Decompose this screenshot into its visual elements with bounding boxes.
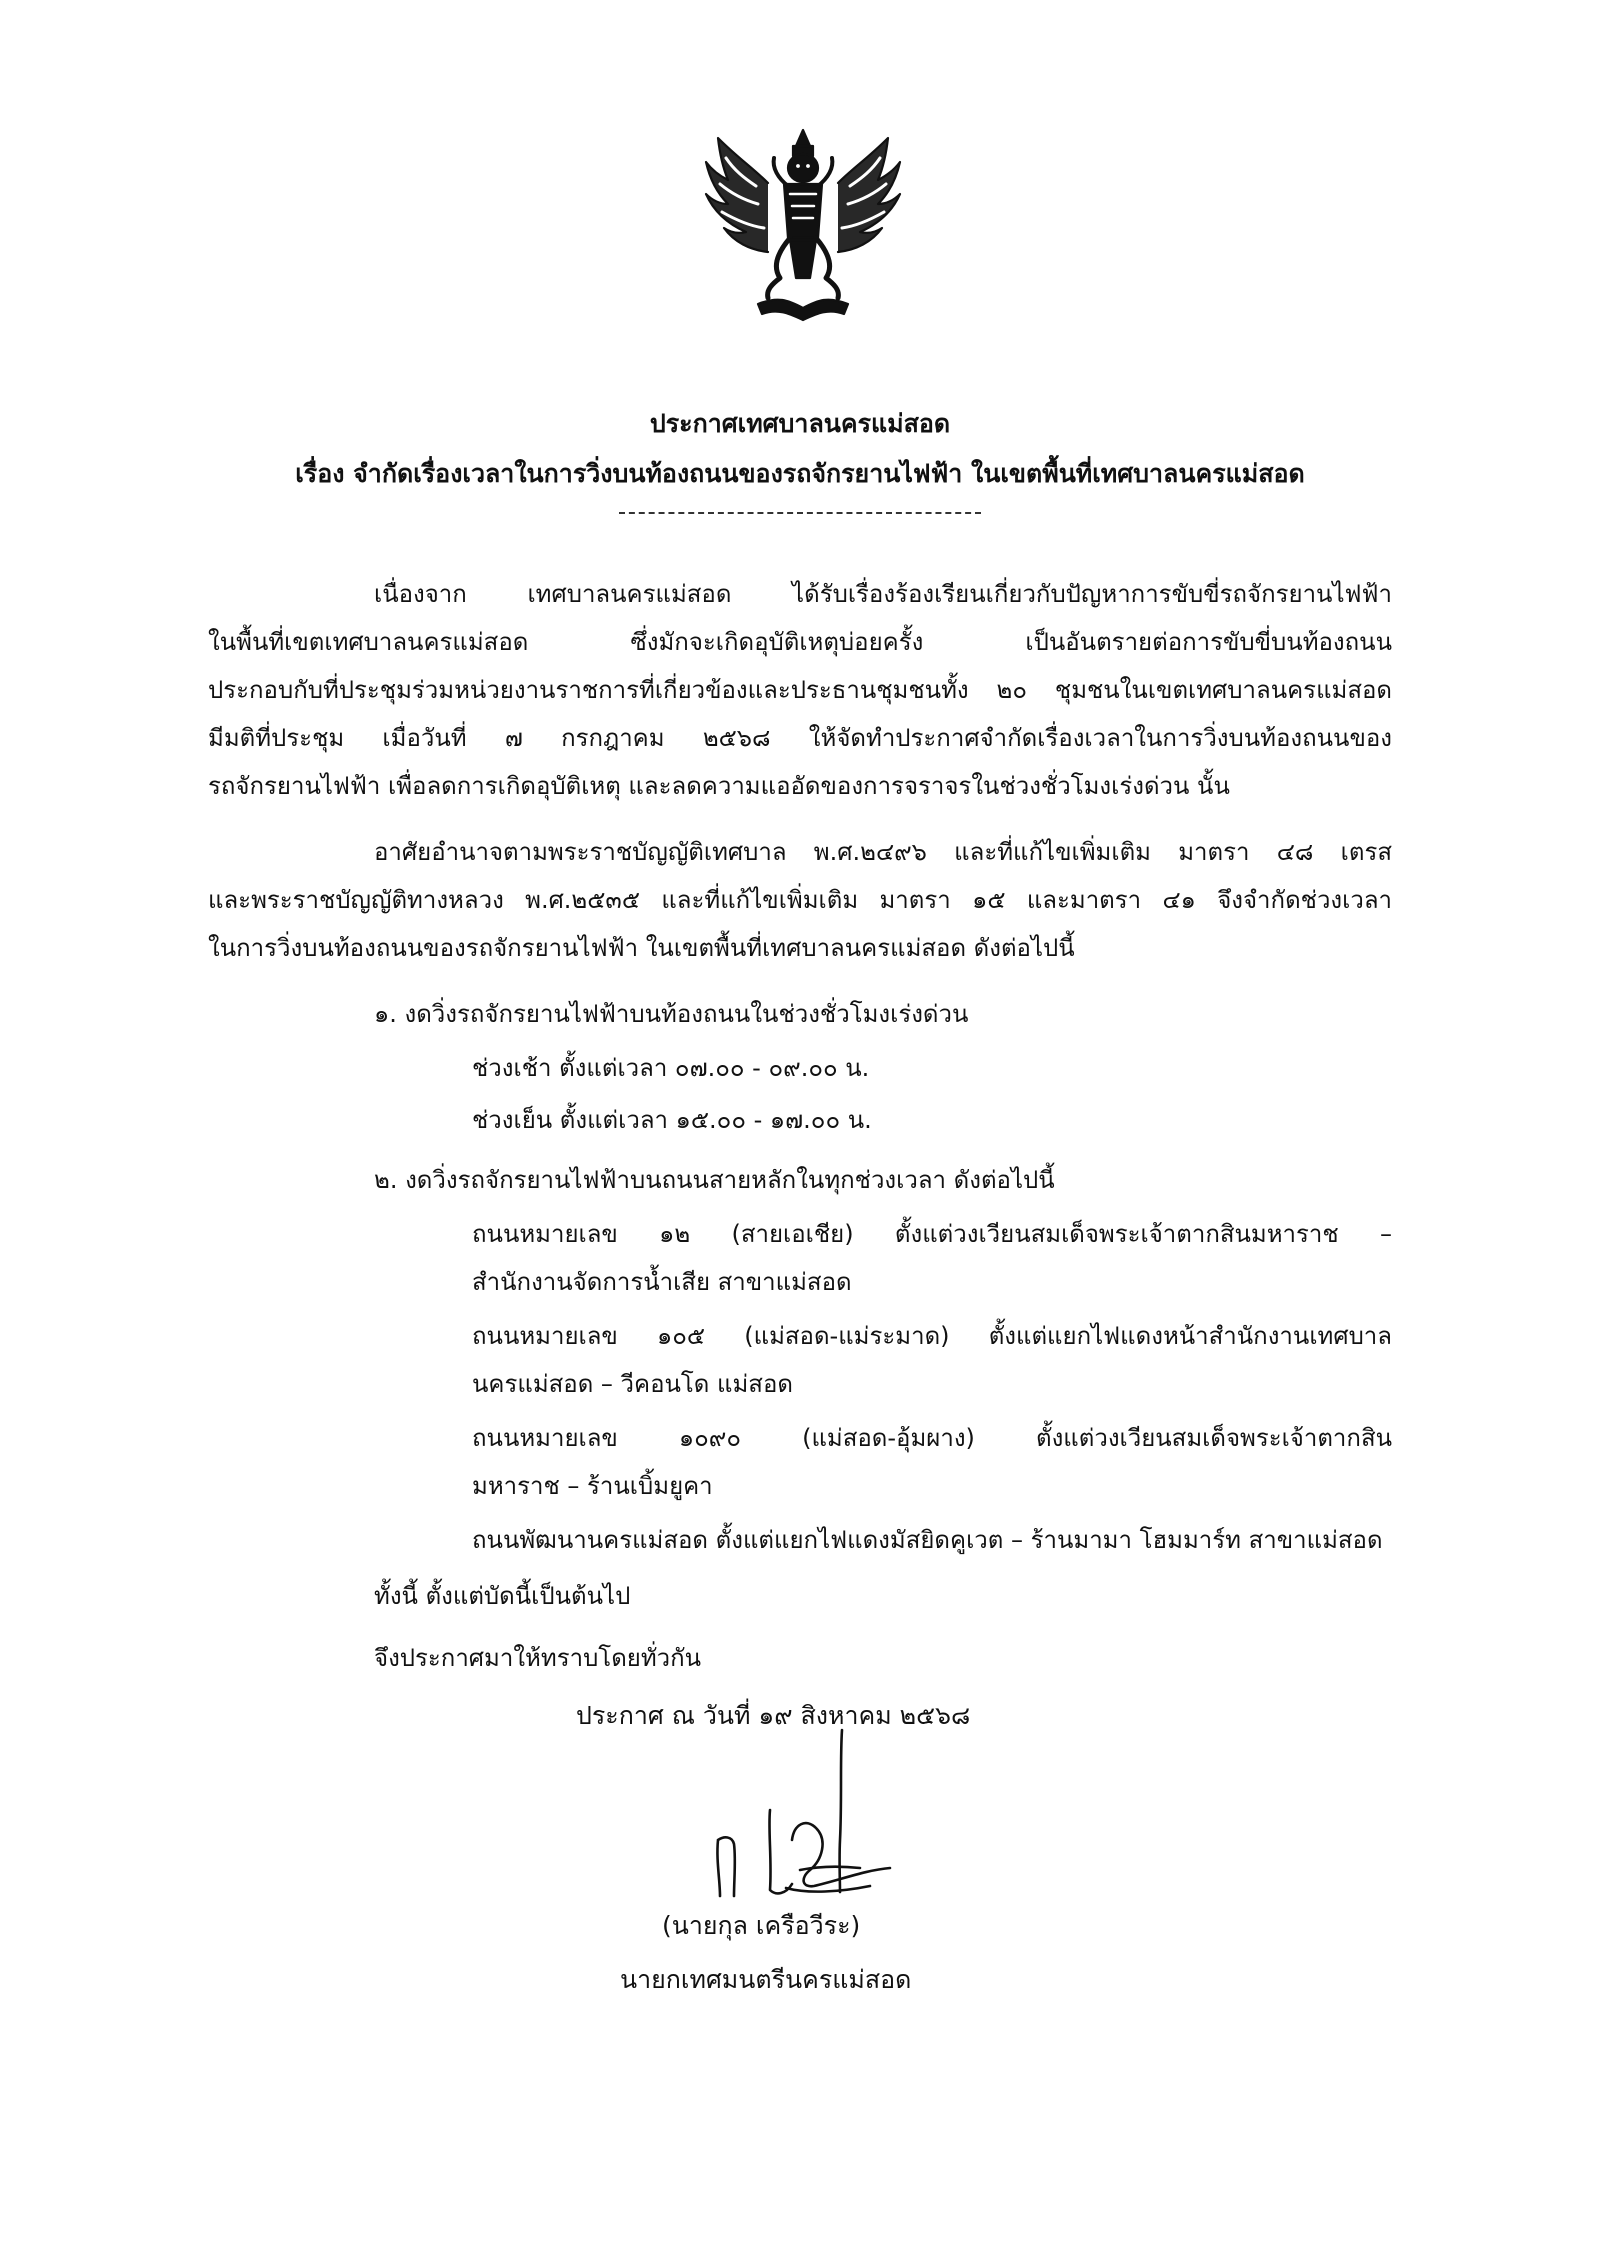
road-line: ถนนพัฒนานครแม่สอด ตั้งแต่แยกไฟแดงมัสยิดคูเวต – ร้านมามา โฮมมาร์ท สาขาแม่สอด (472, 1526, 1383, 1554)
paragraph-line: มีมติที่ประชุม เมื่อวันที่ ๗ กรกฎาคม ๒๕๖๘ ให้จัดทำประกาศจำกัดเรื่องเวลาในการวิ่งบนท้องถนนของ (208, 724, 1392, 752)
announcement-date: ประกาศ ณ วันที่ ๑๙ สิงหาคม ๒๕๖๘ (576, 1701, 971, 1730)
paragraph-line: และพระราชบัญญัติทางหลวง พ.ศ.๒๕๓๕ และที่แก้ไขเพิ่มเติม มาตรา ๑๕ และมาตรา ๔๑ จึงจำกัดช่วงเวลา (208, 886, 1392, 914)
paragraph-line: อาศัยอำนาจตามพระราชบัญญัติเทศบาล พ.ศ.๒๔๙๖ และที่แก้ไขเพิ่มเติม มาตรา ๔๘ เตรส (374, 838, 1392, 866)
road-line: ถนนหมายเลข ๑๐๕ (แม่สอด-แม่ระมาด) ตั้งแต่แยกไฟแดงหน้าสำนักงานเทศบาล (472, 1322, 1392, 1350)
item-1-heading: ๑. งดวิ่งรถจักรยานไฟฟ้าบนท้องถนนในช่วงชั่วโมงเร่งด่วน (374, 1000, 969, 1028)
paragraph-authority (208, 828, 1392, 972)
road-line: ถนนหมายเลข ๑๐๙๐ (แม่สอด-อุ้มผาง) ตั้งแต่วงเวียนสมเด็จพระเจ้าตากสิน (472, 1424, 1392, 1452)
road-4 (472, 1516, 1392, 1564)
road-2 (472, 1312, 1392, 1408)
announce-statement: จึงประกาศมาให้ทราบโดยทั่วกัน (374, 1644, 702, 1672)
road-1 (472, 1210, 1392, 1306)
road-3 (472, 1414, 1392, 1510)
paragraph-line: ในการวิ่งบนท้องถนนของรถจักรยานไฟฟ้า ในเขตพื้นที่เทศบาลนครแม่สอด ดังต่อไปนี้ (208, 934, 1075, 962)
paragraph-line: ในพื้นที่เขตเทศบาลนครแม่สอด ซึ่งมักจะเกิดอุบัติเหตุบ่อยครั้ง เป็นอันตรายต่อการขับขี่บนท้องถนน (208, 628, 1392, 656)
item-2-heading: ๒. งดวิ่งรถจักรยานไฟฟ้าบนถนนสายหลักในทุกช่วงเวลา ดังต่อไปนี้ (374, 1166, 1055, 1194)
paragraph-line: ประกอบกับที่ประชุมร่วมหน่วยงานราชการที่เกี่ยวข้องและประธานชุมชนทั้ง ๒๐ ชุมชนในเขตเทศบาลนครแม่สอด (208, 676, 1392, 704)
paragraph-line: รถจักรยานไฟฟ้า เพื่อลดการเกิดอุบัติเหตุ และลดความแออัดของการจราจรในช่วงชั่วโมงเร่งด่วน นั้น (208, 772, 1230, 800)
signer-title: นายกเทศมนตรีนครแม่สอด (620, 1965, 912, 1994)
effective-statement: ทั้งนี้ ตั้งแต่บัดนี้เป็นต้นไป (374, 1582, 631, 1610)
signature-image (690, 1720, 930, 1905)
road-line: สำนักงานจัดการน้ำเสีย สาขาแม่สอด (472, 1268, 852, 1296)
paragraph-background (208, 570, 1392, 810)
paragraph-line: เนื่องจาก เทศบาลนครแม่สอด ได้รับเรื่องร้องเรียนเกี่ยวกับปัญหาการขับขี่รถจักรยานไฟฟ้า (374, 580, 1392, 608)
road-line: มหาราช – ร้านเบิ้มยูคา (472, 1472, 713, 1500)
item-1-evening: ช่วงเย็น ตั้งแต่เวลา ๑๕.๐๐ - ๑๗.๐๐ น. (472, 1106, 872, 1134)
garuda-emblem-icon (698, 128, 908, 328)
road-line: ถนนหมายเลข ๑๒ (สายเอเชีย) ตั้งแต่วงเวียนสมเด็จพระเจ้าตากสินมหาราช – (472, 1220, 1392, 1248)
road-line: นครแม่สอด – วีคอนโด แม่สอด (472, 1370, 793, 1398)
announcement-title: ประกาศเทศบาลนครแม่สอด (649, 409, 951, 438)
title-divider (619, 512, 981, 514)
item-1-morning: ช่วงเช้า ตั้งแต่เวลา ๐๗.๐๐ - ๐๙.๐๐ น. (472, 1054, 870, 1082)
announcement-subject: เรื่อง จำกัดเรื่องเวลาในการวิ่งบนท้องถนนของรถจักรยานไฟฟ้า ในเขตพื้นที่เทศบาลนครแม่สอด (295, 459, 1305, 488)
signer-name: (นายกุล เครือวีระ) (662, 1911, 861, 1940)
